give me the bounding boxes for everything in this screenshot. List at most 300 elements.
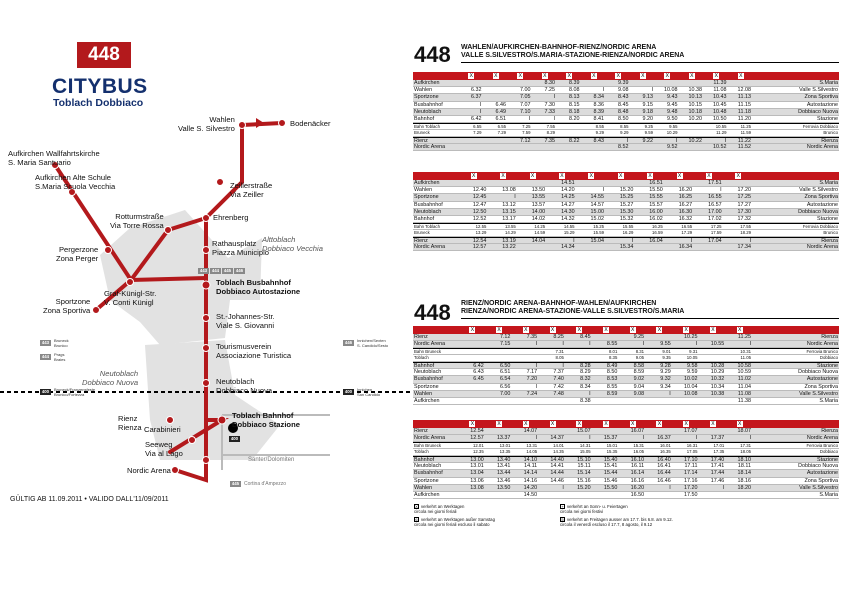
departure-time: 17.40 [710,456,725,463]
departure-time: 17.16 [684,477,698,484]
departure-time: 7.00 [520,87,531,94]
departure-time: 7.10 [520,108,531,115]
departure-time: 7.55 [546,124,555,130]
departure-time: 13.08 [470,484,484,491]
departure-time: 10.38 [710,390,725,397]
departure-time: 10.50 [713,115,727,122]
stop-name-de: Bahn Bruneck [414,349,441,355]
departure-time: 18.10 [737,456,751,463]
departure-time: 8.13 [569,94,580,101]
departure-time: 14.37 [550,435,564,442]
departure-time: 7.33 [544,108,555,115]
departure-time: 10.05 [686,355,698,361]
timetable-block-2 [413,172,839,251]
departure-time: 14.27 [561,201,575,208]
departure-time: 9.22 [642,137,653,144]
weekday-symbol: X [631,421,635,427]
timetable-row [413,362,839,369]
stop-label-johannes: St.-Johannes-Str. Viale S. Giovanni [216,312,275,330]
timetable-header-bar [413,172,839,180]
stop-name-de: Bahnhof [414,362,435,369]
departure-time: I [627,137,629,144]
departure-time: 14.01 [553,443,564,449]
departure-time: 18.14 [737,470,751,477]
departure-time: 14.44 [550,470,564,477]
departure-time: I [480,108,482,115]
departure-time: 14.30 [561,208,575,215]
departure-time: 14.29 [505,229,516,235]
stop-name-it: S.Maria [819,397,838,404]
departure-time: 10.02 [684,376,698,383]
stop-name-de: Bahnhof [414,456,435,463]
departure-time: 11.25 [737,334,751,340]
stop-name-it: S.Maria [819,491,838,498]
stop-name-de: Sportzone [414,383,439,390]
timetable-row [413,449,839,456]
departure-time: I [749,341,751,348]
departure-time: 6.56 [499,383,511,390]
stop-name-de: Bahnhof [414,115,435,122]
area-label-neutoblach: Neutoblach Dobbiaco Nuova [82,369,139,387]
departure-time: 10.55 [710,341,725,348]
stop-name-de: Bahn Toblach [414,124,440,130]
weekday-symbol: X [550,327,555,333]
route-number: 448 [414,300,451,325]
departure-time: 10.15 [688,101,702,108]
stop-name-de: Aufkirchen [414,491,440,498]
departure-time: 7.35 [526,334,538,340]
stop-name-it: Rienza [821,428,838,434]
departure-time: 15.05 [579,449,591,455]
departure-time: 11.22 [737,137,751,144]
stop-label-seeweg: Seeweg Via al Lago [145,440,183,458]
stop-name-it: Zona Sportiva [804,383,838,390]
departure-time: 8.58 [633,362,645,369]
departure-time: 10.43 [713,94,727,101]
departure-time: 16.16 [630,477,645,484]
departure-time: 7.05 [520,94,531,101]
departure-time: 6.42 [473,362,484,369]
departure-time: 18.29 [740,229,751,235]
timetable-row [413,334,839,341]
side-line-text: Innichen San Candido [357,387,381,397]
departure-time: 15.20 [577,484,591,491]
stop-label-rotturm: Rotturmstraße Via Torre Rossa [110,212,164,230]
footnote-text: verkehrt an Werktagen außer Samstag circola nei giorni feriali escluso il sabato [414,517,495,528]
departure-time: 11.08 [713,87,727,94]
departure-time: 18.16 [737,477,751,484]
departure-time: 12.01 [472,443,484,449]
departure-time: 9.59 [687,369,698,376]
departure-time: 14.40 [550,456,564,463]
departure-time: 13.00 [470,456,484,463]
departure-time: 14.10 [523,456,538,463]
departure-time: 7.42 [553,383,564,390]
departure-time: 15.50 [603,484,618,491]
departure-time: 8.55 [595,124,604,130]
timetable-panel [412,0,842,595]
departure-time: 8.41 [593,115,604,122]
departure-time: 7.07 [520,101,531,108]
weekday-symbol: X [648,173,652,179]
bottom-label-cortina: Cortina d'Ampezzo [244,481,287,487]
departure-time: 8.31 [635,349,645,355]
departure-time: 12.55 [475,224,487,230]
departure-time: I [749,435,751,442]
timetable-row [413,144,839,151]
timetable-row [413,376,839,383]
stop-name-it: Zona Sportiva [804,477,838,484]
departure-time: 13.35 [499,449,511,455]
stop-name-it: Dobbiaco Nuova [798,463,838,470]
stop-name-it: Ferrovia Dobbiaco [802,224,838,230]
departure-time: 9.08 [633,390,645,397]
stop-name-de: Rienz [414,137,428,144]
weekday-symbol: X [711,421,715,427]
departure-time: 8.59 [606,390,618,397]
weekday-symbol: X [530,173,535,179]
departure-time: 15.20 [619,187,634,194]
weekday-symbol: X [524,421,528,427]
departure-time: 8.55 [606,341,618,348]
area-label-alttoblach: Alttoblach Dobbiaco Vecchia [262,235,323,253]
weekday-symbol: X [604,327,608,333]
stop-name-it: Zona Sportiva [804,94,838,101]
departure-time: 17.07 [684,428,698,434]
departure-time: 10.29 [666,129,678,135]
departure-time: 17.02 [708,215,722,222]
stop-name-de: Aufkirchen [414,180,440,186]
weekday-symbol: X [567,73,571,79]
stop-name-it: Rienza [821,137,838,144]
departure-time: 10.29 [710,369,725,376]
departure-time: I [589,435,591,442]
departure-time: 11.38 [737,397,751,404]
departure-time: 10.59 [737,369,751,376]
departure-time: 9.52 [667,143,678,150]
timetable-row [413,398,839,405]
departure-time: I [562,362,564,369]
departure-time: 13.22 [502,243,516,250]
departure-time: 16.25 [678,194,693,201]
timetable-row [413,137,839,144]
departure-time: 7.17 [526,369,538,376]
bottom-label-santer: Santer/Dolomiten [248,457,295,463]
departure-time: 7.29 [497,129,506,135]
departure-time: 16.51 [649,180,663,186]
departure-time: 18.20 [737,484,751,491]
departure-time: 7.30 [544,101,555,108]
departure-time: I [696,435,698,442]
timetable-block-4 [413,420,839,499]
departure-time: 17.50 [684,491,698,498]
departure-time: 7.12 [499,334,511,340]
departure-time: 14.11 [524,463,538,470]
departure-time: 14.41 [550,463,564,470]
departure-time: 17.10 [684,456,698,463]
departure-time: 10.38 [688,87,702,94]
departure-time: 9.45 [667,101,678,108]
timetable-block-1 [413,72,839,151]
departure-time: 10.32 [710,376,725,383]
departure-time: 8.45 [618,101,629,108]
departure-time: I [676,137,678,144]
departure-time: 17.41 [710,463,725,470]
departure-time: 9.55 [660,341,671,348]
timetable-row [413,442,839,449]
departure-time: I [602,187,604,194]
timetable-header-bar [413,326,839,334]
bottom-line-badge: 445 [231,481,240,486]
validity-date: GÜLTIG AB 11.09.2011 • VALIDO DALL'11/09/2011 [10,496,169,503]
stop-label-wallfahrt: Aufkirchen Wallfahrtskirche S. Maria Santuario [8,149,100,167]
departure-time: I [642,435,645,442]
stop-name-de: Bruneck [414,229,430,235]
departure-time: 10.25 [684,334,698,340]
stop-name-de: Sportzone [414,477,439,484]
stop-name-de: Aufkirchen [414,397,440,404]
timetable-row [413,348,839,355]
departure-time: 17.30 [737,208,751,215]
departure-time: I [573,237,575,244]
stop-label-rathaus: Rathausplatz Piazza Municipio [212,239,269,257]
departure-time: 14.59 [534,229,546,235]
weekday-symbol: X [665,73,669,79]
departure-time: 11.52 [737,143,751,150]
departure-time: I [749,237,751,244]
weekday-symbol: X [604,421,608,427]
title-rule [461,62,839,63]
departure-time: 15.59 [593,229,604,235]
weekday-symbol: X [501,173,505,179]
stop-label-bodenaecker: Bodenäcker [290,119,331,128]
departure-time: 7.12 [520,137,531,144]
departure-time: 12.54 [472,237,487,244]
departure-time: 16.10 [630,456,645,463]
departure-time: 10.34 [710,383,725,390]
departure-time: 8.34 [580,383,591,390]
departure-time: 17.35 [713,449,725,455]
departure-time: 7.00 [499,390,511,397]
departure-time: 11.08 [737,390,751,397]
timetable-row [413,109,839,116]
brand-subtitle: Toblach Dobbiaco [53,97,144,109]
departure-time: 9.20 [642,115,653,122]
departure-time: I [602,87,604,94]
stop-name-it: Nordic Arena [806,143,838,150]
timetable-row [413,130,839,137]
footnote [414,504,464,515]
stop-name-it: Brunico [823,129,838,135]
departure-time: 16.50 [630,491,645,498]
title-rule [461,318,839,319]
departure-time: I [651,87,653,94]
departure-time: 16.34 [678,243,693,250]
stop-name-de: Wahlen [414,87,433,94]
departure-time: 6.55 [497,124,506,130]
stop-name-it: S.Maria [819,180,838,186]
stop-name-it: Valle S.Silvestro [799,390,838,397]
departure-time: 16.41 [657,463,671,470]
departure-time: I [720,187,722,194]
departure-time: 15.27 [619,201,634,208]
stop-name-it: Nordic Arena [806,243,838,250]
departure-time: I [535,341,538,348]
departure-time: 11.20 [737,115,751,122]
timetable-row [413,428,839,435]
departure-time: 17.01 [713,443,725,449]
footnote [414,517,495,528]
departure-time: 13.41 [496,463,511,470]
stop-label-nordic: Nordic Arena [127,466,171,475]
departure-time: 17.00 [708,208,722,215]
departure-time: 17.34 [737,243,751,250]
stop-name-it: Rienza [821,334,838,340]
departure-time: 8.30 [544,80,555,86]
timetable-row [413,237,839,244]
stop-name-it: Zona Sportiva [804,194,838,201]
stop-name-it: Dobbiaco Nuova [798,369,838,376]
departure-time: 9.08 [618,87,629,94]
departure-time: 14.55 [563,224,575,230]
departure-time: 14.25 [561,194,575,201]
side-line-badge: 443 [41,340,50,345]
departure-time: 9.58 [687,362,698,369]
departure-time: I [589,390,591,397]
departure-time: I [631,237,634,244]
timetable-row [413,187,839,194]
departure-time: 14.20 [523,484,538,491]
timetable-row [413,435,839,442]
stop-name-it: Stazione [817,115,838,122]
departure-time: 8.29 [546,129,555,135]
departure-time: 10.28 [710,362,725,369]
stop-label-kuenigl: Graf-Künigl-Str. V. Conti Künigl [104,289,157,307]
timetable-row [413,230,839,237]
departure-time: 12.57 [472,243,487,250]
departure-time: 16.31 [686,443,698,449]
connection-line-badge: 446 [235,268,244,273]
departure-time: 16.20 [630,484,645,491]
departure-time: 16.29 [622,229,634,235]
departure-time: I [514,194,516,201]
weekday-symbol: X [631,327,635,333]
timetable-row [413,341,839,348]
stop-label-neutoblach: Neutoblach Dobbiaco Nuova [216,377,273,395]
departure-time: 9.29 [620,129,629,135]
departure-time: I [690,237,693,244]
stop-label-wahlen: Wahlen Valle S. Silvestro [178,115,235,133]
route-map-panel [0,0,412,595]
stop-name-it: Stazione [817,215,838,222]
departure-time: 16.20 [678,187,693,194]
departure-time: 9.32 [660,376,671,383]
departure-time: 13.57 [531,201,546,208]
weekday-symbol: X [684,421,688,427]
departure-time: 16.11 [630,463,645,470]
departure-time: 16.07 [630,428,645,434]
timetable-row [413,87,839,94]
weekday-symbol: X [469,73,473,79]
stop-name-it: S.Maria [819,80,838,86]
departure-time: 9.39 [618,80,629,86]
departure-time: 17.32 [737,215,751,222]
timetable-row [413,94,839,101]
stop-name-de: Nordic Arena [414,243,446,250]
departure-time: 12.45 [472,194,487,201]
weekday-symbol: X [560,173,564,179]
stop-name-de: Rienz [414,334,428,340]
departure-time: 16.55 [681,224,693,230]
departure-time: 15.30 [619,208,634,215]
departure-time: 8.55 [606,383,618,390]
departure-time: 12.57 [470,435,484,442]
departure-time: 14.51 [561,180,575,186]
stop-label-zeiller: Zeillerstraße Via Zeiller [230,181,273,199]
departure-time: 13.37 [496,435,511,442]
departure-time: 10.20 [688,115,702,122]
departure-time: 8.35 [608,355,618,361]
departure-time: I [535,383,538,390]
departure-time: 16.01 [660,443,671,449]
departure-time: 16.55 [708,194,722,201]
departure-time: 7.40 [553,376,564,383]
departure-time: 14.20 [561,187,575,194]
departure-time: 12.52 [472,215,487,222]
departure-time: I [642,341,645,348]
weekday-symbol: X [470,421,475,427]
departure-time: 14.07 [523,428,538,434]
timetable-header-bar [413,420,839,428]
departure-time: 13.17 [502,215,516,222]
side-line-badge: 400 [41,389,50,394]
stop-label-alteschule: Aufkirchen Alte Schule S.Maria Scuola Vecchia [35,173,116,191]
departure-time: 16.35 [660,449,671,455]
stop-name-it: Autostazione [806,101,838,108]
departure-time: 16.02 [649,215,663,222]
departure-time: 14.31 [579,443,591,449]
departure-time: 17.59 [710,229,722,235]
stop-name-it: Autostazione [806,470,838,477]
departure-time: 6.32 [471,87,482,94]
departure-time: 7.59 [522,129,531,135]
stop-label-bahnhof: Toblach Bahnhof Dobbiaco Stazione [232,411,300,429]
departure-time: 15.10 [577,456,591,463]
departure-time: 14.34 [561,243,575,250]
weekday-symbol: X [641,73,645,79]
departure-time: 9.25 [633,334,645,340]
departure-time: 8.43 [593,137,604,144]
stop-name-de: Bahnhof [414,215,435,222]
departure-time: 8.39 [569,80,580,86]
stop-name-it: Stazione [817,362,838,369]
timetable-row [413,102,839,109]
departure-time: 12.40 [472,187,487,194]
departure-time: 16.25 [652,224,663,230]
departure-time: 14.04 [531,237,546,244]
footnote-symbol: 6 [415,517,418,523]
departure-time: 7.29 [473,129,482,135]
stop-name-it: Nordic Arena [806,435,838,442]
departure-time: 12.54 [470,428,484,434]
departure-time: I [535,435,538,442]
departure-time: 9.25 [644,124,653,130]
departure-time: 8.39 [593,108,604,115]
departure-time: 6.37 [471,94,482,101]
weekday-symbol: X [657,421,662,427]
departure-time: 10.55 [715,124,727,130]
departure-time: 17.51 [708,180,722,186]
